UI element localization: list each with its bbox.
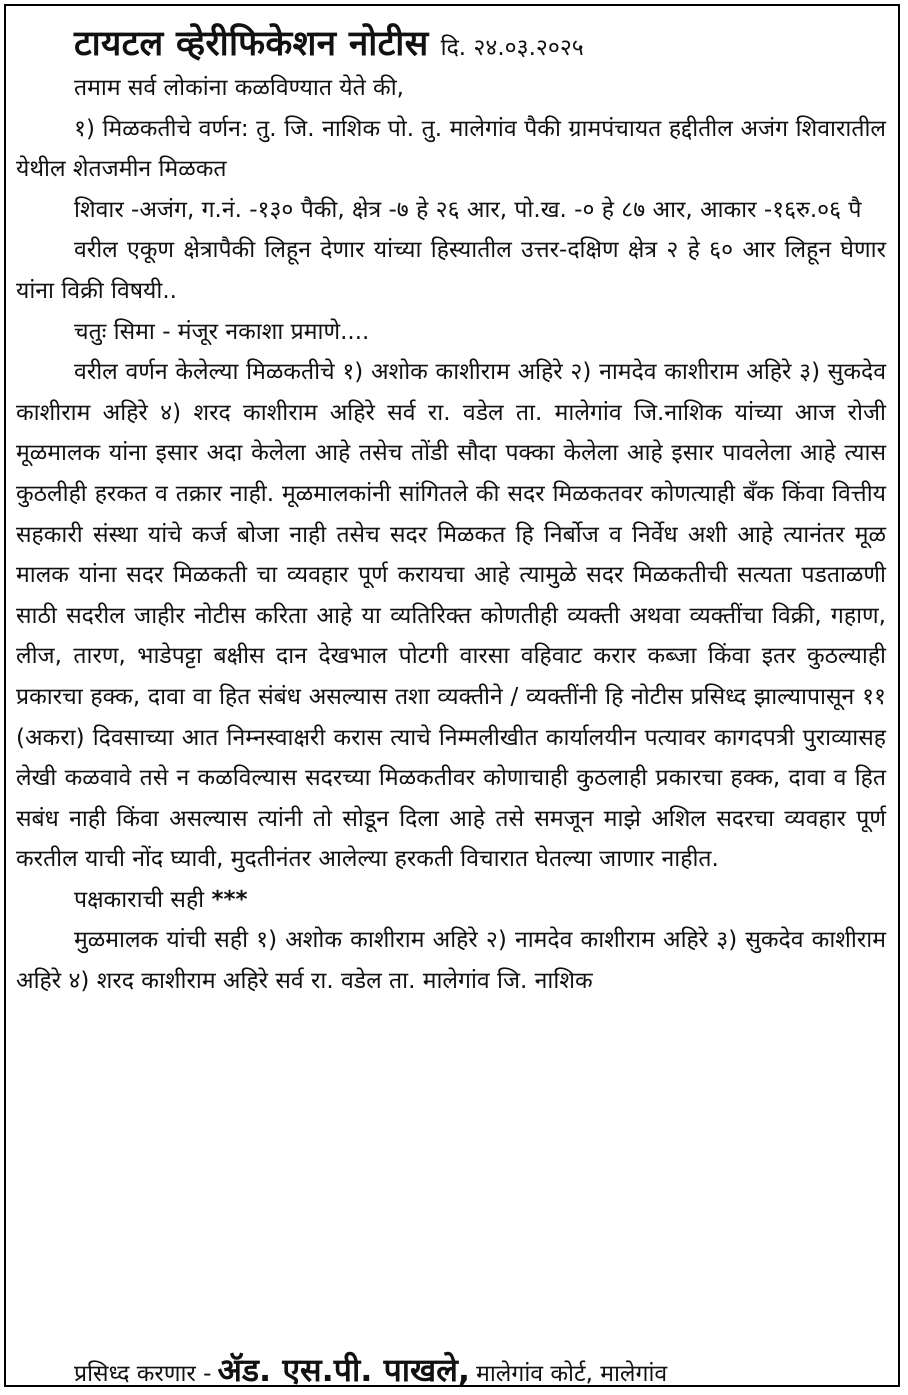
owners-signature: मुळमालक यांची सही १) अशोक काशीराम अहिरे २) नामदेव काशीराम अहिरे ३) सुकदेव काशीराम अहिरे ४) शरद काशीराम अहिरे सर्व रा. वडेल ता. मालेगांव जि. नाशिक <box>16 927 886 995</box>
sale-area: वरील एकूण क्षेत्रापैकी लिहून देणार यांच्या हिस्यातील उत्तर-दक्षिण क्षेत्र २ हे ६० आर लिहून घेणार यांना विक्री विषयी.. <box>16 237 886 304</box>
party-signature-label: पक्षकाराची सही <box>74 886 205 913</box>
notice-title: टायटल व्हेरीफिकेशन नोटीस <box>74 24 429 64</box>
boundaries: चतुः सिमा - मंजूर नकाशा प्रमाणे.... <box>74 318 370 345</box>
intro-line: तमाम सर्व लोकांना कळविण्यात येते की, <box>74 75 404 101</box>
publisher-name: ॲड. एस.पी. पाखले, <box>217 1351 471 1389</box>
property-description: १) मिळकतीचे वर्णन: तु. जि. नाशिक पो. तु. मालेगांव पैकी ग्रामपंचायत हद्दीतील अजंग शिवारातील येथील शेतजमीन मिळकत <box>16 115 886 183</box>
title-row <box>16 24 886 68</box>
notice-body <box>16 24 886 1002</box>
survey-details: शिवार -अजंग, ग.नं. -१३० पैकी, क्षेत्र -७ हे २६ आर, पो.ख. -० हे ८७ आर, आकार -१६रु.०६ पै <box>74 196 862 223</box>
party-signature-mark: *** <box>211 886 248 913</box>
party-signature <box>16 880 886 921</box>
publisher-line <box>16 1348 896 1391</box>
publisher-label: प्रसिध्द करणार - <box>74 1361 212 1387</box>
notice-date: दि. २४.०३.२०२५ <box>440 35 584 61</box>
publisher-location: मालेगांव कोर्ट, मालेगांव <box>476 1361 668 1387</box>
notice-main-text: वरील वर्णन केलेल्या मिळकतीचे १) अशोक काशीराम अहिरे २) नामदेव काशीराम अहिरे ३) सुकदेव काशीराम अहिरे ४) शरद काशीराम अहिरे सर्व रा. वडेल ता. मालेगांव जि.नाशिक यांच्या आज रोजी मूळमालक यांना इसार अदा केलेला आहे तसेच तोंडी सौदा पक्का केलेला आहे इसार पावलेला आहे त्यास कुठलीही हरकत व तक्रार नाही. मूळमालकांनी सांगितले की सदर मिळकतवर कोणत्याही बँक किंवा वित्तीय सहकारी संस्था यांचे कर्ज बोजा नाही तसेच सदर मिळकत हि निर्बोज व निर्वेध अशी आहे त्यानंतर मूळ मालक यांना सदर मिळकती चा व्यवहार पूर्ण करायचा आहे त्यामुळे सदर मिळकतीची सत्यता पडताळणी साठी सदरील जाहीर नोटीस करिता आहे या व्यतिरिक्त कोणतीही व्यक्ती अथवा व्यक्तींचा विक्री, गहाण, लीज, तारण, भाडेपट्टा बक्षीस दान देखभाल पोटगी वारसा वहिवाट करार कब्जा किंवा इतर कुठल्याही प्रकारचा हक्क, दावा वा हित संबंध असल्यास तशा व्यक्तीने / व्यक्तींनी हि नोटीस प्रसिध्द झाल्यापासून ११ (अकरा) दिवसाच्या आत निम्नस्वाक्षरी करास त्याचे निम्मलीखीत कार्यालयीन पत्यावर कागदपत्री पुराव्यासह लेखी कळवावे तसे न कळविल्यास सदरच्या मिळकतीवर कोणाचाही कुठलाही प्रकारचा हक्क, दावा व हित सबंध नाही किंवा असल्यास त्यांनी तो सोडून दिला आहे तसे समजून माझे अशिल सदरचा व्यवहार पूर्ण करतील याची नोंद घ्यावी, मुदतीनंतर आलेल्या हरकती विचारात घेतल्या जाणार नाहीत. <box>16 359 886 873</box>
